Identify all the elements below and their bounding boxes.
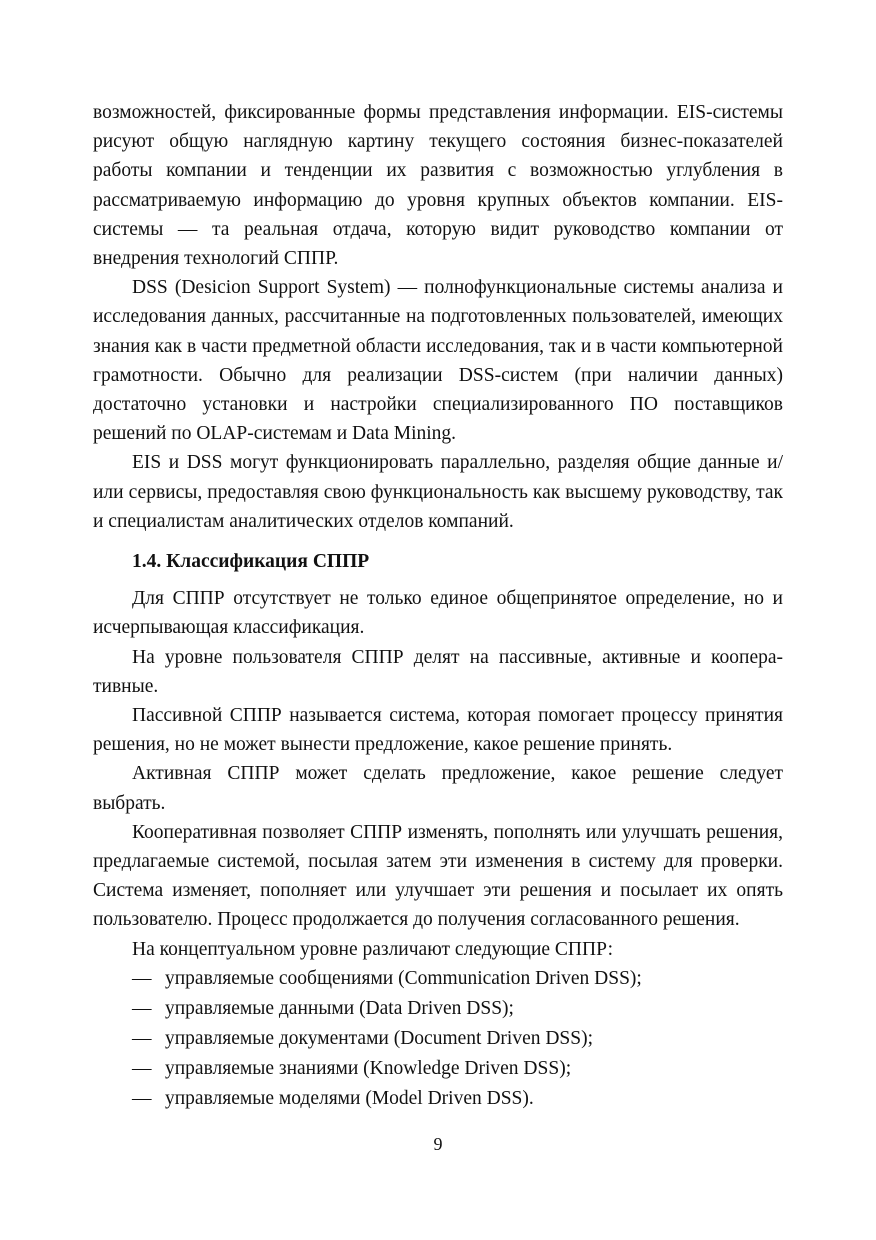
dash-bullet: —	[132, 997, 152, 1019]
list-item-text: управляемые данными (Data Driven DSS);	[165, 997, 514, 1019]
section-heading: 1.4. Классификация СППР	[132, 551, 370, 573]
paragraph-definition: Для СППР отсутствует не только единое общепринятое определение, но и исчерпывающая классификация.	[93, 588, 783, 639]
list-item	[93, 1024, 783, 1054]
list-item-text: управляемые моделями (Model Driven DSS).	[165, 1087, 534, 1109]
page-body	[93, 98, 783, 1114]
list-item	[93, 1054, 783, 1084]
list-item-text: управляемые документами (Document Driven DSS);	[165, 1027, 594, 1049]
paragraph-active: Активная СППР может сделать предложение, какое решение следует выбрать.	[93, 763, 783, 814]
page-number: 9	[433, 1134, 443, 1154]
list-item-text: управляемые знаниями (Knowledge Driven DSS);	[165, 1057, 572, 1079]
list-item-text: управляемые сообщениями (Communication Driven DSS);	[165, 967, 642, 989]
dash-bullet: —	[132, 1057, 152, 1079]
dash-bullet: —	[132, 967, 152, 989]
list-item	[93, 1084, 783, 1114]
list-item	[93, 964, 783, 994]
paragraph-cooperative: Кооперативная позволяет СППР изменять, пополнять или улучшать решения, предлагаемые системой, посылая затем эти изменения в систему для проверки. Система изменяет, пополняет или улучшает эти решения и посылает их опять пользователю. Процесс продолжается до получения согласованного решения.	[93, 821, 783, 931]
list-item	[93, 994, 783, 1024]
dss-type-list	[93, 964, 783, 1114]
paragraph-user-level: На уровне пользователя СППР делят на пассивные, активные и кооперативные.	[93, 646, 783, 697]
paragraph-eis-dss: EIS и DSS могут функционировать параллельно, разделяя общие данные и/или сервисы, предоставляя свою функциональность как высшему руководству, так и специалистам аналитических отделов компаний.	[93, 452, 783, 532]
dash-bullet: —	[132, 1027, 152, 1049]
paragraph-continuation: возможностей, фиксированные формы представления информации. EIS-системы рисуют общую наглядную картину текущего состояния бизнес-показателей работы компании и тенденции их развития с возможностью углубления в рассматриваемую информацию до уровня крупных объектов компании. EIS-системы — та реальная отдача, которую видит руководство компании от внедрения технологий СППР.	[93, 102, 783, 270]
paragraph-passive: Пассивной СППР называется система, которая помогает процессу принятия решения, но не может вынести предложение, какое решение принять.	[93, 705, 783, 756]
paragraph-conceptual-level: На концептуальном уровне различают следующие СППР:	[132, 938, 614, 960]
paragraph-dss: DSS (Desicion Support System) — полнофункциональные системы анализа и исследования данных, рассчитанные на подготовленных пользователей, имеющих знания как в части предметной области исследования, так и в части компьютерной грамотности. Обычно для реализации DSS-систем (при наличии данных) достаточно установки и настройки специализированного ПО поставщиков решений по OLAP-системам и Data Mining.	[93, 277, 783, 445]
dash-bullet: —	[132, 1087, 152, 1109]
